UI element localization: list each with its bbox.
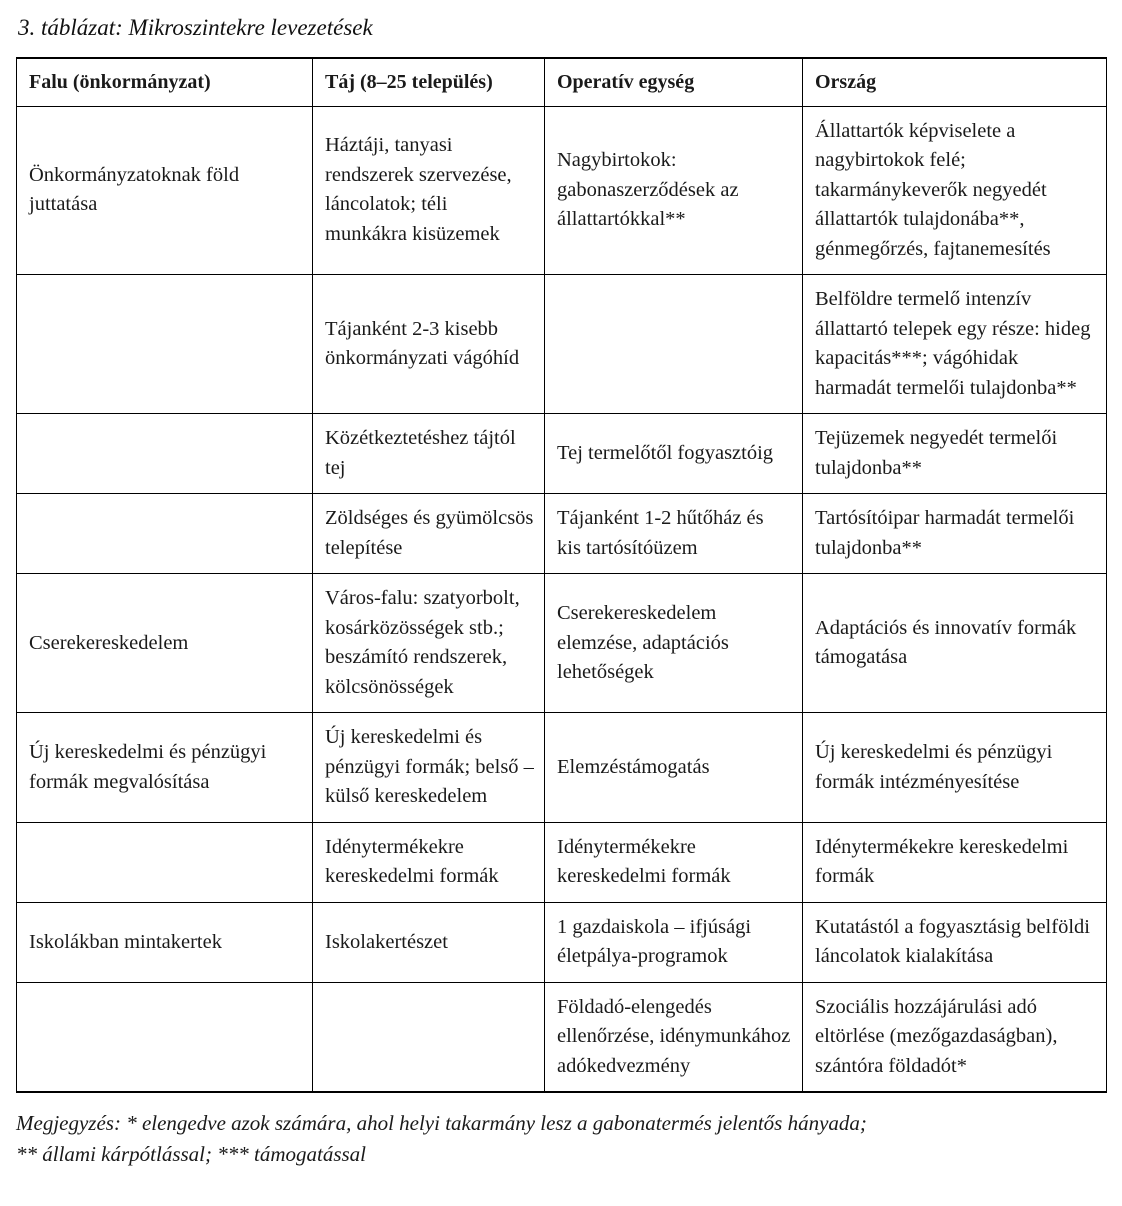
table-row <box>17 494 1107 574</box>
cell-operative-unit: Nagybirtokok: gabonaszerződések az állattartókkal** <box>545 106 803 275</box>
cell-country: Idénytermékekre kereskedelmi formák <box>803 822 1107 902</box>
cell-operative-unit: Elemzéstámogatás <box>545 713 803 823</box>
cell-village <box>17 822 313 902</box>
cell-village <box>17 414 313 494</box>
cell-operative-unit: Cserekereskedelem elemzése, adaptációs lehetőségek <box>545 574 803 713</box>
cell-landscape: Idénytermékekre kereskedelmi formák <box>313 822 545 902</box>
cell-village <box>17 494 313 574</box>
cell-village: Új kereskedelmi és pénzügyi formák megvalósítása <box>17 713 313 823</box>
microlevel-derivations-table <box>16 57 1107 1094</box>
cell-landscape <box>313 982 545 1092</box>
cell-landscape: Új kereskedelmi és pénzügyi formák; belső – külső kereskedelem <box>313 713 545 823</box>
cell-landscape: Város-falu: szatyorbolt, kosárközösségek stb.; beszámító rendszerek, kölcsönösségek <box>313 574 545 713</box>
cell-country: Adaptációs és innovatív formák támogatása <box>803 574 1107 713</box>
table-row <box>17 713 1107 823</box>
table-row <box>17 275 1107 414</box>
cell-operative-unit: 1 gazdaiskola – ifjúsági életpálya-programok <box>545 902 803 982</box>
cell-village <box>17 982 313 1092</box>
cell-country: Kutatástól a fogyasztásig belföldi láncolatok kialakítása <box>803 902 1107 982</box>
cell-country: Belföldre termelő intenzív állattartó telepek egy része: hideg kapacitás***; vágóhidak harmadát termelői tulajdonba** <box>803 275 1107 414</box>
cell-operative-unit: Idénytermékekre kereskedelmi formák <box>545 822 803 902</box>
cell-operative-unit <box>545 275 803 414</box>
table-note <box>16 1108 1106 1169</box>
column-header-operative-unit: Operatív egység <box>545 58 803 106</box>
column-header-country: Ország <box>803 58 1107 106</box>
table-header-row <box>17 58 1107 106</box>
table-row <box>17 902 1107 982</box>
column-header-landscape: Táj (8–25 település) <box>313 58 545 106</box>
cell-country: Állattartók képviselete a nagybirtokok felé; takarmánykeverők negyedét állattartók tulajdonába**, génmegőrzés, fajtanemesítés <box>803 106 1107 275</box>
cell-country: Tartósítóipar harmadát termelői tulajdonba** <box>803 494 1107 574</box>
table-row <box>17 106 1107 275</box>
cell-operative-unit: Földadó-elengedés ellenőrzése, idénymunkához adókedvezmény <box>545 982 803 1092</box>
cell-country: Tejüzemek negyedét termelői tulajdonba** <box>803 414 1107 494</box>
cell-landscape: Háztáji, tanyasi rendszerek szervezése, láncolatok; téli munkákra kisüzemek <box>313 106 545 275</box>
table-header <box>17 58 1107 106</box>
cell-landscape: Közétkeztetéshez tájtól tej <box>313 414 545 494</box>
cell-landscape: Zöldséges és gyümölcsös telepítése <box>313 494 545 574</box>
cell-village: Cserekereskedelem <box>17 574 313 713</box>
cell-landscape: Tájanként 2-3 kisebb önkormányzati vágóhíd <box>313 275 545 414</box>
cell-landscape: Iskolakertészet <box>313 902 545 982</box>
column-header-village: Falu (önkormányzat) <box>17 58 313 106</box>
cell-operative-unit: Tájanként 1-2 hűtőház és kis tartósítóüzem <box>545 494 803 574</box>
table-row <box>17 822 1107 902</box>
table-note-line-2: ** állami kárpótlással; *** támogatással <box>16 1141 367 1166</box>
table-row <box>17 982 1107 1092</box>
cell-village <box>17 275 313 414</box>
table-caption: 3. táblázat: Mikroszintekre levezetések <box>18 15 373 40</box>
cell-village: Iskolákban mintakertek <box>17 902 313 982</box>
table-body <box>17 106 1107 1092</box>
table-row <box>17 574 1107 713</box>
cell-operative-unit: Tej termelőtől fogyasztóig <box>545 414 803 494</box>
cell-country: Új kereskedelmi és pénzügyi formák intézményesítése <box>803 713 1107 823</box>
table-row <box>17 414 1107 494</box>
cell-country: Szociális hozzájárulási adó eltörlése (mezőgazdaságban), szántóra földadót* <box>803 982 1107 1092</box>
table-note-line-1: Megjegyzés: * elengedve azok számára, ahol helyi takarmány lesz a gabonatermés jelentős hányada; <box>16 1111 867 1136</box>
cell-village: Önkormányzatoknak föld juttatása <box>17 106 313 275</box>
